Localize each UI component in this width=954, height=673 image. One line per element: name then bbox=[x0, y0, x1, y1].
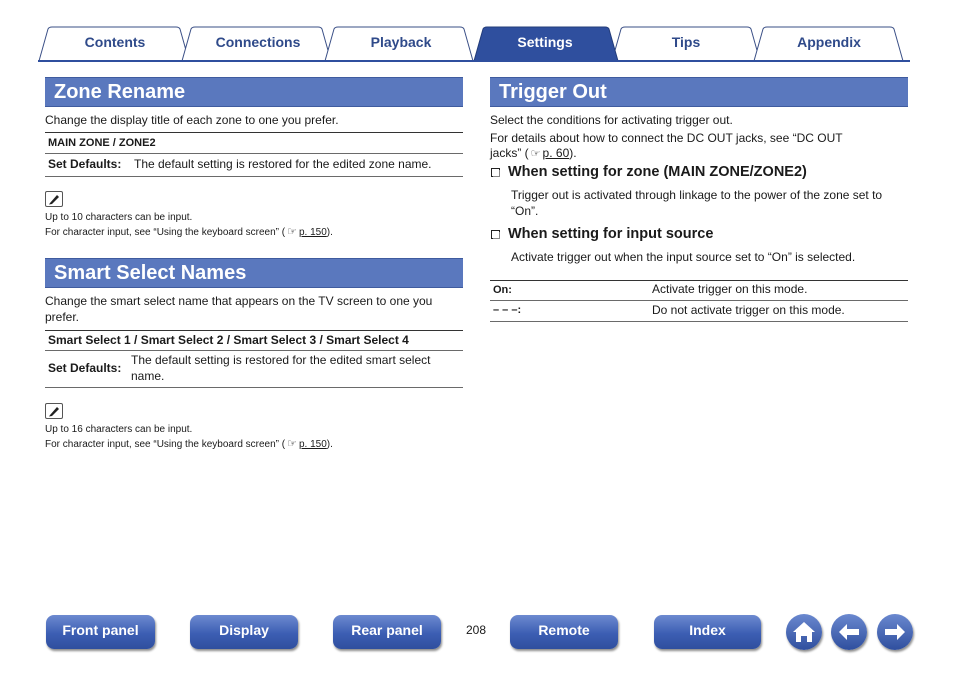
tab-settings[interactable]: Settings bbox=[517, 34, 573, 50]
zone-rename-heading: Zone Rename bbox=[45, 77, 463, 107]
zone-rename-note-limit: Up to 10 characters can be input. bbox=[45, 212, 193, 223]
table-key-on: On: bbox=[493, 284, 512, 296]
page-link[interactable]: p. 60 bbox=[542, 146, 570, 160]
note-text: ). bbox=[326, 439, 333, 450]
smart-select-option: Smart Select 1 / Smart Select 2 / Smart Select 3 / Smart Select 4 bbox=[48, 333, 409, 347]
trigger-out-description: Select the conditions for activating trigger out. bbox=[490, 113, 733, 127]
note-text: For character input, see “Using the keyboard screen” ( bbox=[45, 227, 286, 238]
input-source-text: Activate trigger out when the input source set to “On” is selected. bbox=[511, 250, 856, 264]
smart-select-defaults-label: Set Defaults: bbox=[48, 361, 122, 375]
pencil-icon bbox=[45, 191, 63, 207]
smart-select-note-limit: Up to 16 characters can be input. bbox=[45, 424, 193, 435]
subhead-text: When setting for input source bbox=[508, 226, 714, 242]
smart-select-defaults-text-line2: name. bbox=[131, 369, 165, 383]
zone-rename-option: MAIN ZONE / ZONE2 bbox=[48, 137, 156, 149]
zone-rename-note-keyboard bbox=[45, 225, 333, 240]
divider bbox=[45, 350, 463, 351]
forward-button[interactable] bbox=[877, 614, 913, 650]
home-button[interactable] bbox=[786, 614, 822, 650]
details-text: jacks” ( bbox=[490, 146, 529, 160]
divider bbox=[45, 153, 463, 154]
arrow-right-icon bbox=[877, 614, 913, 650]
smart-select-description-line1: Change the smart select name that appears on the TV screen to one you bbox=[45, 294, 433, 308]
pointing-hand-icon: ☞ bbox=[287, 438, 297, 450]
tab-playback[interactable]: Playback bbox=[370, 34, 432, 50]
details-text: ). bbox=[569, 146, 577, 160]
index-button[interactable]: Index bbox=[654, 615, 761, 649]
pointing-hand-icon: ☞ bbox=[287, 226, 297, 238]
table-value-off: Do not activate trigger on this mode. bbox=[652, 303, 845, 317]
checkbox-bullet-icon bbox=[491, 230, 500, 239]
zone-rename-description: Change the display title of each zone to one you prefer. bbox=[45, 113, 339, 127]
smart-select-description-line2: prefer. bbox=[45, 310, 80, 324]
top-tab-bar bbox=[38, 24, 910, 62]
page-number: 208 bbox=[466, 623, 487, 637]
page-link[interactable]: p. 150 bbox=[298, 227, 327, 238]
tab-appendix[interactable]: Appendix bbox=[797, 34, 861, 50]
trigger-out-heading: Trigger Out bbox=[490, 77, 908, 107]
page-link[interactable]: p. 150 bbox=[298, 439, 327, 450]
table-value-on: Activate trigger on this mode. bbox=[652, 282, 808, 296]
note-text: ). bbox=[326, 227, 333, 238]
pointing-hand-icon: ☞ bbox=[530, 148, 541, 160]
remote-button[interactable]: Remote bbox=[510, 615, 618, 649]
divider bbox=[490, 300, 908, 301]
smart-select-note-keyboard bbox=[45, 437, 333, 452]
trigger-out-details-line1: For details about how to connect the DC OUT jacks, see “DC OUT bbox=[490, 131, 843, 145]
back-button[interactable] bbox=[831, 614, 867, 650]
trigger-out-details-line2 bbox=[490, 145, 577, 162]
divider bbox=[490, 321, 908, 322]
divider bbox=[45, 387, 463, 388]
table-key-off: – – –: bbox=[493, 304, 522, 316]
input-source-heading bbox=[491, 226, 713, 242]
home-icon bbox=[786, 614, 822, 650]
display-button[interactable]: Display bbox=[190, 615, 298, 649]
note-text: For character input, see “Using the keyboard screen” ( bbox=[45, 439, 286, 450]
divider bbox=[45, 330, 463, 331]
zone-rename-defaults-text: The default setting is restored for the edited zone name. bbox=[134, 157, 432, 171]
divider bbox=[45, 132, 463, 133]
smart-select-defaults-text-line1: The default setting is restored for the edited smart select bbox=[131, 353, 431, 367]
checkbox-bullet-icon bbox=[491, 168, 500, 177]
zone-setting-heading bbox=[491, 164, 807, 180]
tab-connections[interactable]: Connections bbox=[215, 34, 301, 50]
zone-setting-text-line2: “On”. bbox=[511, 204, 539, 218]
tab-tips[interactable]: Tips bbox=[671, 34, 701, 50]
front-panel-button[interactable]: Front panel bbox=[46, 615, 155, 649]
zone-rename-defaults-label: Set Defaults: bbox=[48, 157, 122, 171]
arrow-left-icon bbox=[831, 614, 867, 650]
smart-select-names-heading: Smart Select Names bbox=[45, 258, 463, 288]
pencil-icon bbox=[45, 403, 63, 419]
subhead-text: When setting for zone (MAIN ZONE/ZONE2) bbox=[508, 164, 807, 180]
zone-setting-text-line1: Trigger out is activated through linkage to the power of the zone set to bbox=[511, 188, 883, 202]
tab-contents[interactable]: Contents bbox=[84, 34, 146, 50]
divider bbox=[45, 176, 463, 177]
rear-panel-button[interactable]: Rear panel bbox=[333, 615, 441, 649]
